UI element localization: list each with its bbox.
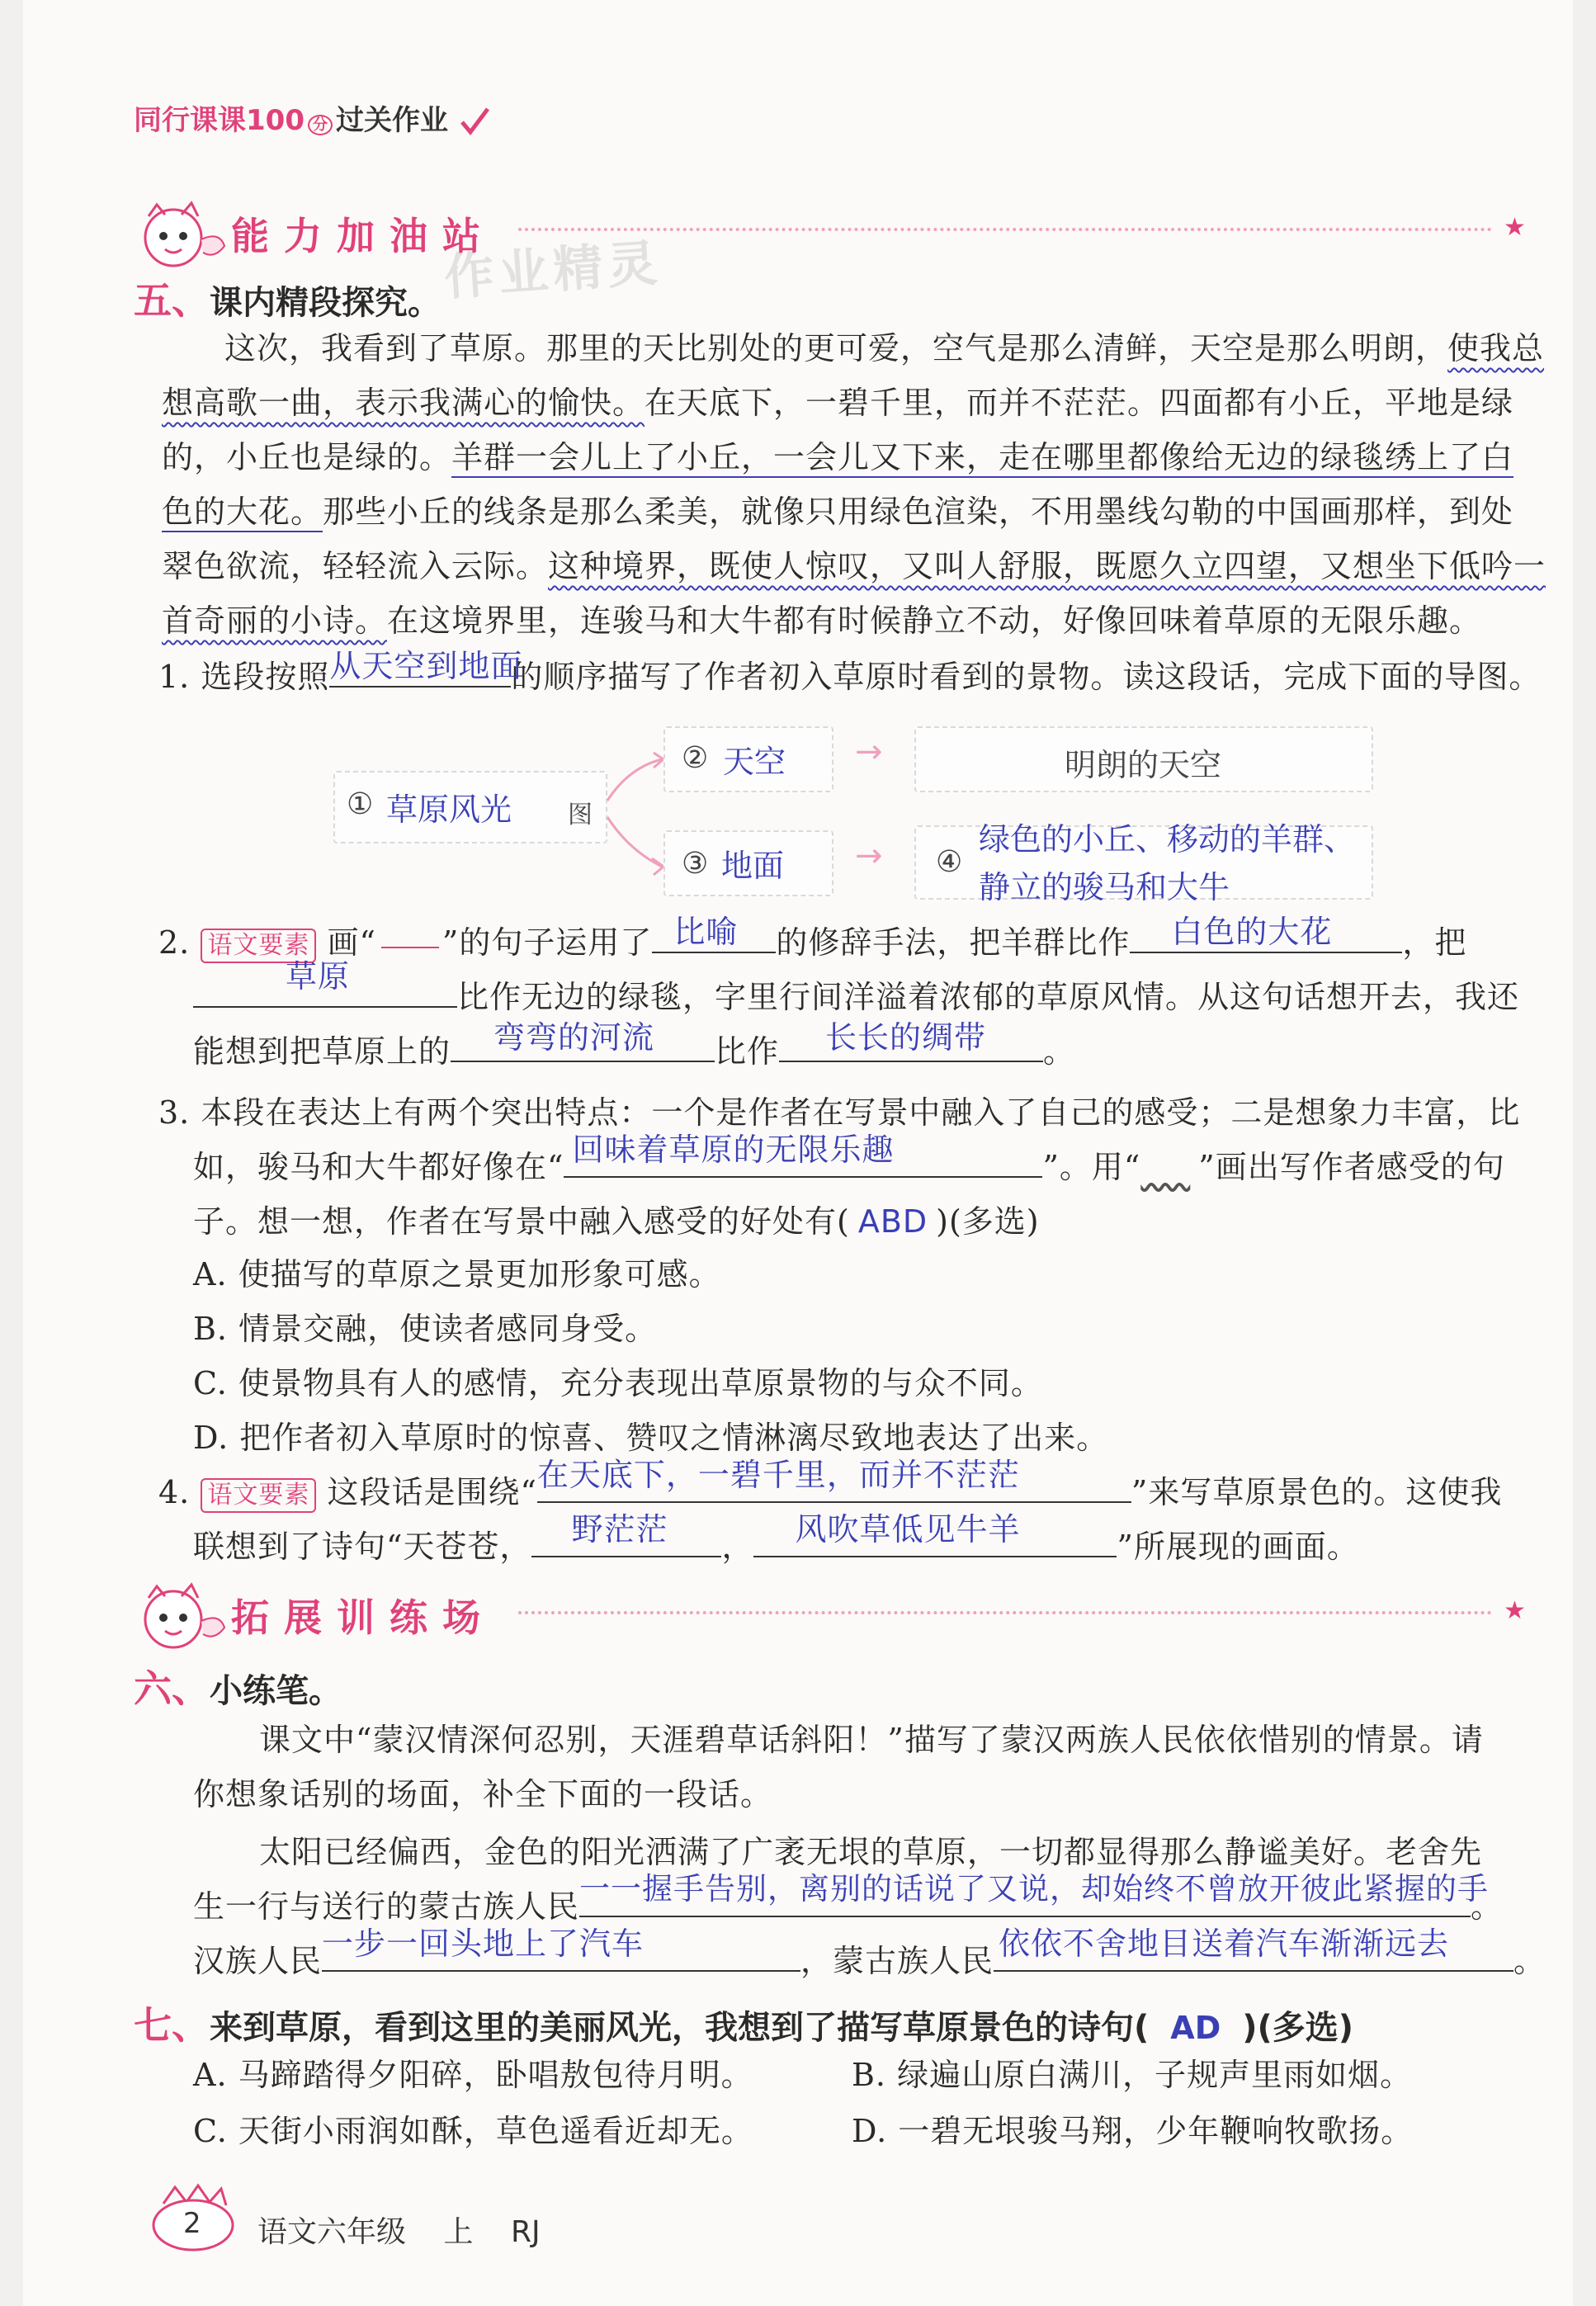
q5-2-line-2: 草原 比作无边的绿毯，字里行间洋溢着浓郁的草原风情。从这句话想开去，我还	[193, 972, 1519, 1022]
q5-3-answer[interactable]: ABD	[857, 1203, 928, 1240]
q5-2-blank-5[interactable]: 长长的绸带	[779, 1028, 1043, 1062]
q5-2-line-1: 2. 语文要素 画“ ”的句子运用了 比喻 的修辞手法，把羊群比作 白色的大花 ，把	[158, 918, 1466, 967]
q6-blank-1[interactable]: 一一握手告别，离别的话说了又说，却始终不曾放开彼此紧握的手	[579, 1883, 1471, 1917]
checkmark-icon	[458, 106, 491, 139]
q5-4-blank-3[interactable]: 风吹草低见牛羊	[753, 1523, 1117, 1557]
q7-option-c: C. 天街小雨润如酥，草色遥看近却无。	[193, 2113, 753, 2149]
q5-4-line-1: 4. 语文要素 这段话是围绕“ 在天底下，一碧千里，而并不茫茫 ”来写草原景色的。这使我	[158, 1467, 1502, 1517]
passage-line-2: 想高歌一曲，表示我满心的愉快。在天底下，一碧千里，而并不茫茫。四面都有小丘，平地是绿	[162, 385, 1514, 421]
q6-blank-3[interactable]: 依依不舍地目送着汽车渐渐远去	[994, 1937, 1513, 1972]
passage-line-3: 的，小丘也是绿的。羊群一会儿上了小丘，一会儿又下来，走在哪里都像给无边的绿毯绣上了白	[162, 439, 1514, 475]
q5-2-line-3: 能想到把草原上的 弯弯的河流 比作 长长的绸带 。	[193, 1019, 1076, 1070]
q5-heading: 五、课内精段探究。	[134, 278, 441, 323]
q6-line-5: 汉族人民 一步一回头地上了汽车 ，蒙古族人民 依依不舍地目送着汽车渐渐远去 。	[193, 1926, 1546, 1979]
badge-chinese-elements: 语文要素	[201, 1478, 316, 1513]
header-title: 过关作业	[335, 104, 448, 137]
header	[134, 97, 491, 139]
footer-label: 语文六年级 上 RJ	[257, 2215, 541, 2249]
q7-answer[interactable]: AD	[1170, 2010, 1221, 2046]
q7-option-b: B. 绿遍山原白满川，子规声里雨如烟。	[852, 2057, 1413, 2093]
passage-line-4: 色的大花。那些小丘的线条是那么柔美，就像只用绿色渲染，不用墨线勾勒的中国画那样，到处	[162, 494, 1514, 530]
q6-line-3: 太阳已经偏西，金色的阳光洒满了广袤无垠的草原，一切都显得那么静谧美好。老舍先	[259, 1834, 1483, 1870]
map-root-box: ① 草原风光 图	[333, 771, 607, 843]
page	[23, 0, 1573, 2306]
q5-4-blank-2[interactable]: 野茫茫	[531, 1523, 721, 1557]
section-title-extension: 拓展训练场	[231, 1595, 495, 1640]
map-detail-sky: 明朗的天空	[914, 726, 1373, 792]
q7-heading: 七、来到草原，看到这里的美丽风光，我想到了描写草原景色的诗句( AD )(多选)	[134, 2003, 1354, 2048]
q5-4-blank-1[interactable]: 在天底下，一碧千里，而并不茫茫	[537, 1468, 1131, 1503]
map-node-ground: ③ 地面	[663, 830, 833, 896]
q5-2-blank-2[interactable]: 白色的大花	[1130, 919, 1402, 953]
q7-option-d: D. 一碧无垠骏马翔，少年鞭响牧歌扬。	[852, 2113, 1414, 2149]
brand-sub: 分	[308, 115, 333, 135]
q7-option-a: A. 马蹄踏得夕阳碎，卧唱敖包待月明。	[193, 2057, 753, 2093]
q6-line-4: 生一行与送行的蒙古族人民 一一握手告别，离别的话说了又说，却始终不曾放开彼此紧握的手 。	[193, 1871, 1504, 1925]
passage-line-1: 这次，我看到了草原。那里的天比别处的更可爱，空气是那么清鲜，天空是那么明朗，使我总	[224, 330, 1545, 366]
q5-3-blank-1[interactable]: 回味着草原的无限乐趣	[564, 1143, 1042, 1178]
q5-1-blank[interactable]: 从天空到地面	[329, 653, 511, 688]
section-title-ability: 能力加油站	[231, 214, 495, 258]
star-icon: ★	[1504, 1596, 1526, 1625]
q6-line-2: 你想象话别的场面，补全下面的一段话。	[193, 1776, 773, 1812]
arrow-icon: →	[855, 837, 883, 875]
q5-2-blank-1[interactable]: 比喻	[652, 919, 776, 953]
passage-line-5: 翠色欲流，轻轻流入云际。这种境界，既使人惊叹，又叫人舒服，既愿久立四望，又想坐下低吟一	[162, 548, 1546, 584]
q5-3-option-b: B. 情景交融，使读者感同身受。	[193, 1311, 658, 1347]
q5-2-blank-4[interactable]: 弯弯的河流	[451, 1028, 715, 1062]
q5-3-option-c: C. 使景物具有人的感情，充分表现出草原景物的与众不同。	[193, 1365, 1043, 1401]
q5-4-line-2: 联想到了诗句“天苍苍， 野茫茫 ， 风吹草低见牛羊 ”所展现的画面。	[193, 1511, 1359, 1565]
q5-3-line-1: 3. 本段在表达上有两个突出特点：一个是作者在写景中融入了自己的感受；二是想象力丰富，比	[158, 1094, 1521, 1131]
section-divider	[518, 1611, 1492, 1614]
map-detail-ground: ④ 绿色的小丘、移动的羊群、 静立的骏马和大牛	[914, 825, 1373, 900]
section-divider	[518, 228, 1492, 231]
arrow-icon: →	[855, 733, 883, 771]
q6-blank-2[interactable]: 一步一回头地上了汽车	[322, 1937, 800, 1972]
mascot-icon	[132, 198, 231, 276]
watermark: 作业精灵	[442, 234, 664, 308]
page-number-badge: 2	[147, 2179, 238, 2256]
branch-arrows	[604, 735, 667, 888]
q5-2-blank-3[interactable]: 草原	[193, 973, 457, 1008]
q5-3-option-a: A. 使描写的草原之景更加形象可感。	[193, 1256, 721, 1292]
q6-line-1: 课文中“蒙汉情深何忍别，天涯碧草话斜阳！”描写了蒙汉两族人民依依惜别的情景。请	[259, 1722, 1484, 1758]
star-icon: ★	[1504, 213, 1526, 242]
q5-3-line-2: 如，骏马和大牛都好像在“ 回味着草原的无限乐趣 ”。用“ ”画出写作者感受的句	[193, 1132, 1505, 1185]
map-node-sky: ② 天空	[663, 726, 833, 792]
q5-1-text: 1. 选段按照 从天空到地面 的顺序描写了作者初入草原时看到的景物。读这段话，完成下面的导图。	[158, 648, 1542, 695]
badge-chinese-elements: 语文要素	[201, 929, 316, 963]
passage-line-6: 首奇丽的小诗。在这境界里，连骏马和大牛都有时候静立不动，好像回味着草原的无限乐趣。	[162, 602, 1482, 639]
q5-3-line-3: 子。想一想，作者在写景中融入感受的好处有( ABD )(多选)	[193, 1203, 1040, 1240]
brand-logo: 同行课课100	[134, 104, 305, 137]
mascot-icon	[132, 1580, 231, 1657]
q5-3-option-d: D. 把作者初入草原时的惊喜、赞叹之情淋漓尽致地表达了出来。	[193, 1420, 1109, 1456]
q6-heading: 六、小练笔。	[134, 1666, 342, 1711]
